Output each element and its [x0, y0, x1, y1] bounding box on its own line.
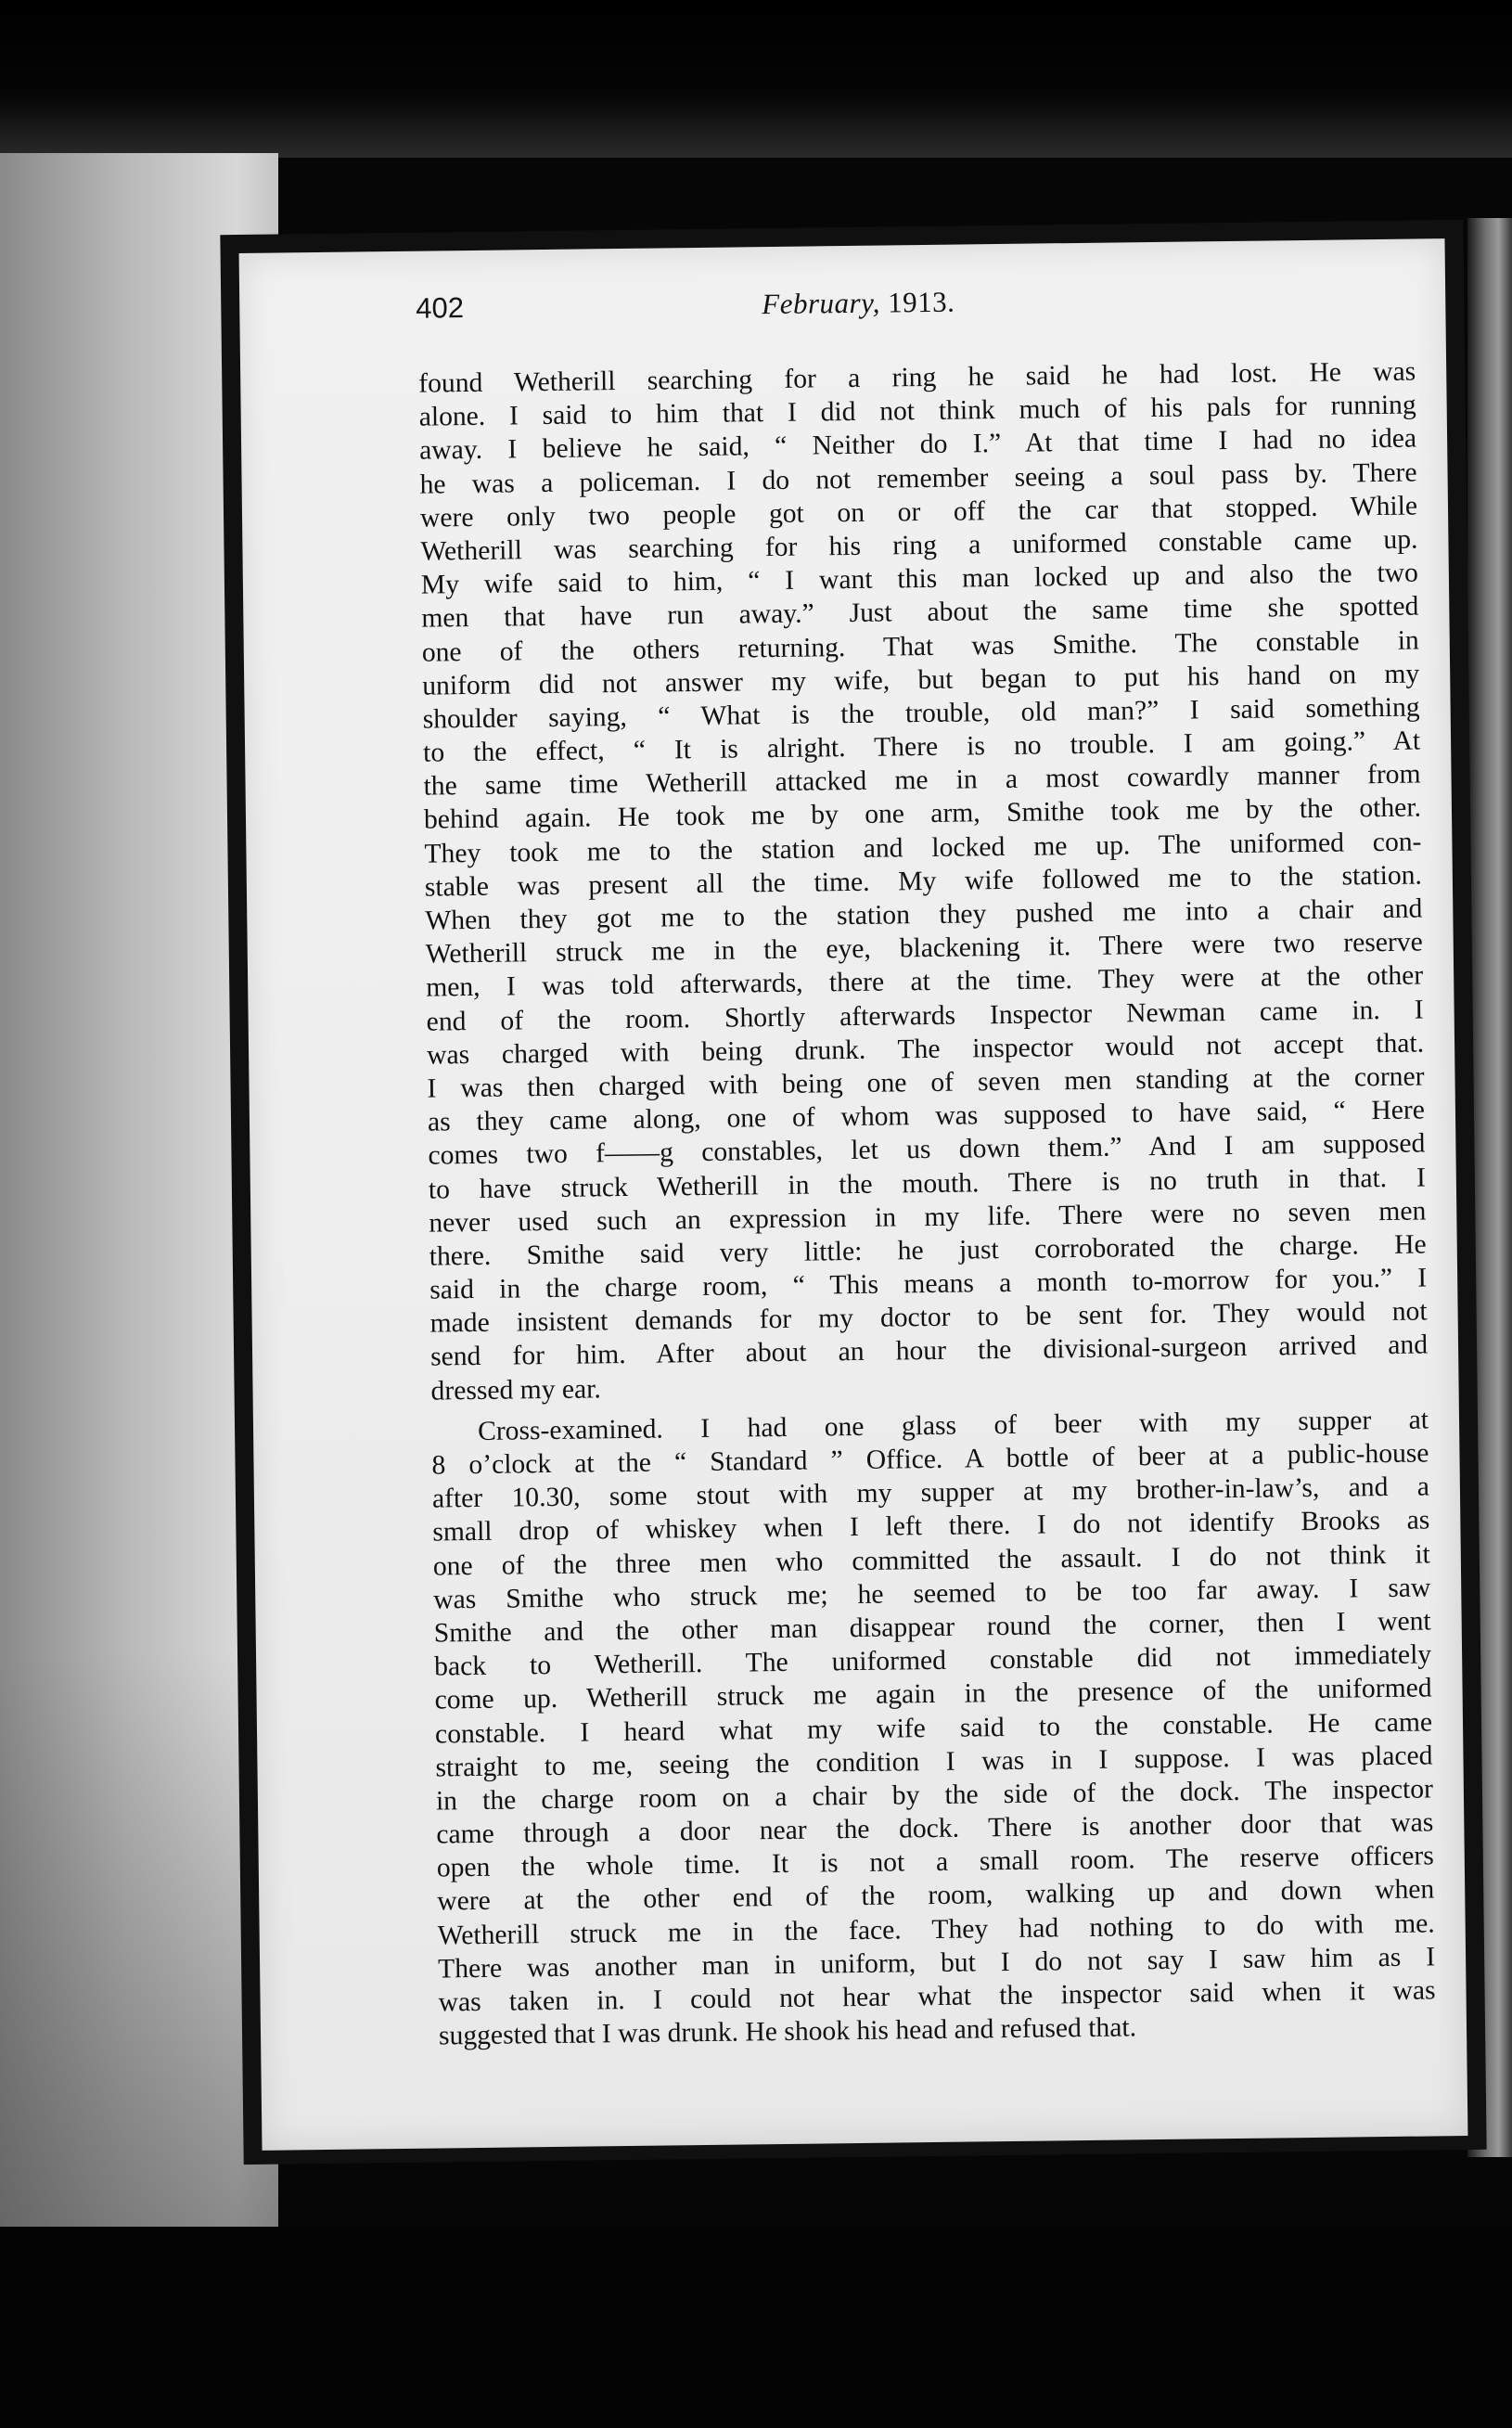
text-line: said in the charge room, “ This means a month to-morrow for you.” I — [429, 1263, 1428, 1305]
text-line: was charged with being drunk. The inspector would not accept that. — [426, 1028, 1425, 1071]
text-line: suggested that I was drunk. He shook his head and refused that. — [438, 2012, 1137, 2051]
paragraph — [431, 1403, 1436, 2053]
text-line: was taken in. I could not hear what the inspector said when it was — [438, 1975, 1436, 2018]
page-number: 402 — [416, 291, 465, 325]
text-line: Wetherill struck me in the eye, blackening it. There were two reserve — [425, 927, 1423, 970]
text-line: away. I believe he said, “ Neither do I.” At that time I had no idea — [418, 423, 1417, 467]
text-line: one of the three men who committed the assault. I do not think it — [432, 1538, 1430, 1582]
running-head — [762, 286, 955, 322]
text-line: in the charge room on a chair by the side of the dock. The inspector — [435, 1774, 1434, 1817]
text-line: shoulder saying, “ What is the trouble, old man?” I said something — [422, 692, 1420, 735]
text-line: found Wetherill searching for a ring he said he had lost. He was — [418, 356, 1416, 399]
body-text — [418, 355, 1436, 2053]
text-line: I was then charged with being one of seven men standing at the corner — [427, 1061, 1425, 1104]
text-line: end of the room. Shortly afterwards Inspector Newman came in. I — [426, 995, 1424, 1037]
text-line: They took me to the station and locked me up. The uniformed con- — [424, 827, 1422, 869]
text-line: were only two people got on or off the car that stopped. While — [419, 491, 1418, 533]
text-line: dressed my ear. — [430, 1373, 601, 1407]
text-line: comes two f——g constables, let us down them.” And I am supposed — [428, 1128, 1426, 1171]
text-line: Wetherill was searching for his ring a uniformed constable came up. — [420, 524, 1418, 567]
text-line: come up. Wetherill struck me again in the presence of the uniformed — [434, 1673, 1432, 1715]
text-line: open the whole time. It is not a small room. The reserve officers — [436, 1841, 1434, 1883]
text-line: one of the others returning. That was Smithe. The constable in — [421, 625, 1419, 668]
text-line: there. Smithe said very little: he just corroborated the charge. He — [429, 1229, 1427, 1272]
text-line: straight to me, seeing the condition I was in I suppose. I was placed — [435, 1741, 1433, 1783]
text-line: send for him. After about an hour the divisional-surgeon arrived and — [429, 1330, 1429, 1373]
text-line: he was a policeman. I do not remember seeing a soul pass by. There — [419, 457, 1417, 500]
text-line: to the effect, “ It is alright. There is no trouble. I am going.” At — [422, 726, 1421, 768]
text-line: 8 o’clock at the “ Standard ” Office. A bottle of beer at a public-house — [431, 1438, 1429, 1481]
text-line: made insistent demands for my doctor to be sent for. They would not — [429, 1296, 1428, 1339]
paragraph — [418, 355, 1429, 1408]
text-line: alone. I said to him that I did not think much of his pals for running — [418, 390, 1416, 432]
text-line: to have struck Wetherill in the mouth. There is no truth in that. I — [428, 1162, 1427, 1205]
text-line: uniform did not answer my wife, but began to put his hand on my — [422, 659, 1420, 701]
text-line: were at the other end of the room, walking up and down when — [437, 1874, 1435, 1917]
scan-top-border — [0, 0, 1512, 158]
text-line: was Smithe who struck me; he seemed to be too far away. I saw — [433, 1573, 1431, 1615]
text-line: back to Wetherill. The uniformed constable did not immediately — [433, 1639, 1432, 1682]
text-line: after 10.30, some stout with my supper at my brother-in-law’s, and a — [431, 1471, 1430, 1514]
text-line: stable was present all the time. My wife followed me to the station. — [424, 860, 1423, 903]
facing-page-shadow — [0, 1651, 278, 2250]
book-page — [239, 238, 1468, 2151]
text-line: Wetherill struck me in the face. They had nothing to do with me. — [437, 1908, 1435, 1951]
running-head-year: 1913. — [887, 285, 955, 319]
text-line: as they came along, one of whom was supposed to have said, “ Here — [427, 1095, 1426, 1137]
text-line: My wife said to him, “ I want this man locked up and also the two — [420, 558, 1419, 600]
text-line: the same time Wetherill attacked me in a most cowardly manner from — [423, 759, 1421, 802]
text-line: behind again. He took me by one arm, Smithe took me by the other. — [423, 792, 1422, 836]
running-head-month: February, — [762, 286, 881, 321]
text-line: Cross-examined. I had one glass of beer with my supper at — [477, 1405, 1429, 1446]
text-line: Smithe and the other man disappear round the corner, then I went — [433, 1606, 1431, 1649]
text-line: came through a door near the dock. There is another door that was — [436, 1807, 1434, 1850]
page-header — [239, 279, 1446, 350]
text-line: never used such an expression in my life. There were no seven men — [429, 1196, 1427, 1239]
text-line: There was another man in uniform, but I do not say I saw him as I — [437, 1942, 1436, 1985]
text-line: constable. I heard what my wife said to the constable. He came — [434, 1706, 1433, 1750]
text-line: small drop of whiskey when I left there. I do not identify Brooks as — [432, 1505, 1430, 1548]
text-line: When they got me to the station they pushed me into a chair and — [425, 893, 1423, 936]
text-line: men, I was told afterwards, there at the time. They were at the other — [426, 960, 1424, 1003]
scan-bottom-border — [0, 2227, 1512, 2428]
text-line: men that have run away.” Just about the same time she spotted — [421, 591, 1419, 634]
